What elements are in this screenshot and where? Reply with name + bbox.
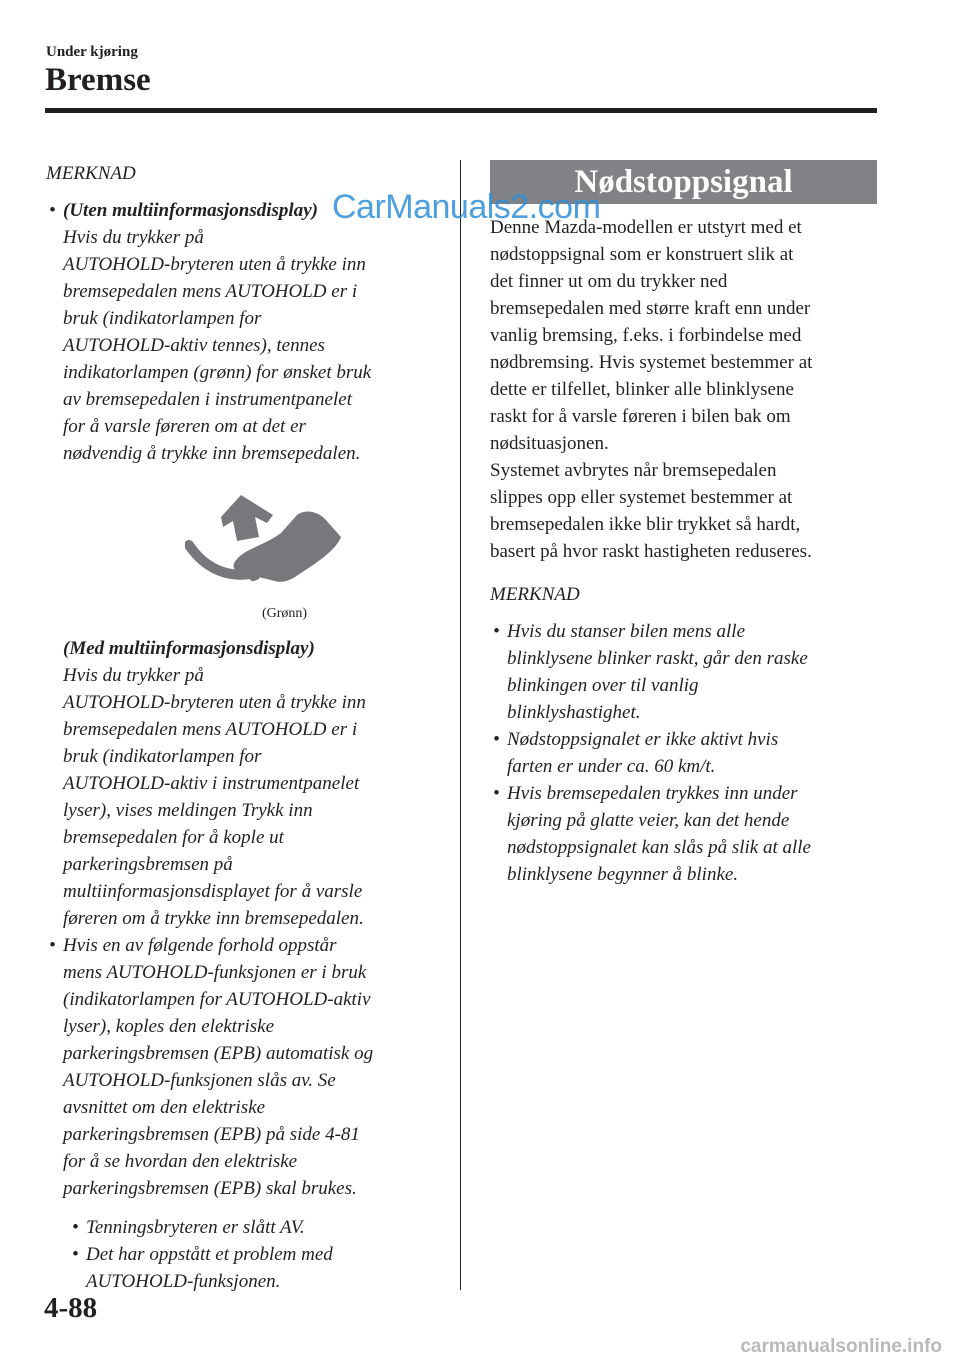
text-line: nødstoppsignal som er konstruert slik at xyxy=(490,244,794,265)
text-line: lyser), koples den elektriske xyxy=(63,1016,275,1037)
text-line: basert på hvor raskt hastigheten reduseres. xyxy=(490,541,812,562)
text-line: det finner ut om du trykker ned xyxy=(490,271,728,292)
section-label: Under kjøring xyxy=(46,44,138,60)
text-line: AUTOHOLD-funksjonen slås av. Se xyxy=(63,1070,336,1091)
text-line: blinklyshastighet. xyxy=(507,702,641,723)
text-line: bruk (indikatorlampen for xyxy=(63,308,262,329)
bullet-heading-2: (Med multiinformasjonsdisplay) xyxy=(63,638,315,659)
text-line: AUTOHOLD-bryteren uten å trykke inn xyxy=(63,254,366,275)
text-line: raskt for å varsle føreren i bilen bak om xyxy=(490,406,791,427)
text-line: (indikatorlampen for AUTOHOLD-aktiv xyxy=(63,989,371,1010)
text-line: indikatorlampen (grønn) for ønsket bruk xyxy=(63,362,372,383)
brake-pedal-foot-icon xyxy=(185,489,345,601)
note-bullet xyxy=(46,932,446,1202)
text-line: multiinformasjonsdisplayet for å varsle xyxy=(63,881,363,902)
note-title: MERKNAD xyxy=(46,163,136,184)
text-line: bruk (indikatorlampen for xyxy=(63,746,262,767)
text-line: dette er tilfellet, blinker alle blinklysene xyxy=(490,379,794,400)
text-line: av bremsepedalen i instrumentpanelet xyxy=(63,389,352,410)
text-line: Det har oppstått et problem med xyxy=(86,1244,333,1265)
text-line: Nødstoppsignalet er ikke aktivt hvis xyxy=(507,729,779,750)
bullet-dot: • xyxy=(493,729,500,750)
bullet-dot: • xyxy=(49,200,56,221)
text-line: nødstoppsignalet kan slås på slik at alle xyxy=(507,837,811,858)
figure-caption: (Grønn) xyxy=(261,606,308,621)
note-bullet xyxy=(490,726,880,780)
text-line: slippes opp eller systemet bestemmer at xyxy=(490,487,793,508)
note-bullet xyxy=(490,780,880,888)
text-line: AUTOHOLD-bryteren uten å trykke inn xyxy=(63,692,366,713)
bullet-dot: • xyxy=(493,783,500,804)
page-number: 4-88 xyxy=(44,1292,98,1324)
text-line: mens AUTOHOLD-funksjonen er i bruk xyxy=(63,962,367,983)
left-column xyxy=(46,160,446,1295)
text-line: blinklysene blinker raskt, går den raske xyxy=(507,648,808,669)
bullet-dot: • xyxy=(49,935,56,956)
section-banner: Nødstoppsignal xyxy=(490,160,877,204)
note-bullet xyxy=(490,618,880,726)
text-line: avsnittet om den elektriske xyxy=(63,1097,266,1118)
text-line: nødbremsing. Hvis systemet bestemmer at xyxy=(490,352,813,373)
right-column xyxy=(490,160,880,888)
text-line: Systemet avbrytes når bremsepedalen xyxy=(490,460,777,481)
watermark-link[interactable]: CarManuals2.com xyxy=(332,188,601,226)
text-line: Tenningsbryteren er slått AV. xyxy=(86,1217,305,1238)
sub-bullet xyxy=(46,1214,446,1241)
text-line: føreren om å trykke inn bremsepedalen. xyxy=(63,908,364,929)
note-title: MERKNAD xyxy=(490,584,580,605)
body-paragraph xyxy=(490,214,880,565)
text-line: kjøring på glatte veier, kan det hende xyxy=(507,810,790,831)
text-line: bremsepedalen med større kraft enn under xyxy=(490,298,811,319)
header-rule xyxy=(45,108,877,113)
text-line: bremsepedalen mens AUTOHOLD er i xyxy=(63,281,358,302)
text-line: lyser), vises meldingen Trykk inn xyxy=(63,800,313,821)
watermark-footer-link[interactable]: carmanualsonline.info xyxy=(740,1336,942,1357)
text-line: AUTOHOLD-funksjonen. xyxy=(86,1271,281,1292)
text-line: blinklysene begynner å blinke. xyxy=(507,864,739,885)
text-line: Hvis du stanser bilen mens alle xyxy=(507,621,746,642)
text-line: bremsepedalen for å kople ut xyxy=(63,827,284,848)
text-line: for å varsle føreren om at det er xyxy=(63,416,306,437)
column-divider xyxy=(460,160,461,1290)
text-line: Hvis en av følgende forhold oppstår xyxy=(63,935,337,956)
text-line: nødvendig å trykke inn bremsepedalen. xyxy=(63,443,361,464)
text-line: nødsituasjonen. xyxy=(490,433,609,454)
brake-pedal-figure xyxy=(63,489,446,605)
bullet-dot: • xyxy=(72,1217,79,1238)
text-line: bremsepedalen ikke blir trykket så hardt, xyxy=(490,514,801,535)
text-line: blinkingen over til vanlig xyxy=(507,675,699,696)
text-line: AUTOHOLD-aktiv i instrumentpanelet xyxy=(63,773,360,794)
bullet-text-2 xyxy=(63,662,446,932)
text-line: Denne Mazda-modellen er utstyrt med et xyxy=(490,217,802,238)
text-line: vanlig bremsing, f.eks. i forbindelse med xyxy=(490,325,802,346)
bullet-heading: (Uten multiinformasjonsdisplay) xyxy=(63,200,318,221)
text-line: Hvis du trykker på xyxy=(63,665,204,686)
note-bullet xyxy=(46,197,446,932)
text-line: for å se hvordan den elektriske xyxy=(63,1151,298,1172)
page-title: Bremse xyxy=(45,62,151,98)
text-line: parkeringsbremsen (EPB) skal brukes. xyxy=(63,1178,357,1199)
text-line: parkeringsbremsen på xyxy=(63,854,233,875)
text-line: AUTOHOLD-aktiv tennes), tennes xyxy=(63,335,325,356)
bullet-dot: • xyxy=(493,621,500,642)
sub-bullet xyxy=(46,1241,446,1295)
bullet-dot: • xyxy=(72,1244,79,1265)
text-line: farten er under ca. 60 km/t. xyxy=(507,756,716,777)
text-line: Hvis du trykker på xyxy=(63,227,204,248)
text-line: parkeringsbremsen (EPB) automatisk og xyxy=(63,1043,374,1064)
bullet-text xyxy=(63,224,446,467)
text-line: bremsepedalen mens AUTOHOLD er i xyxy=(63,719,358,740)
text-line: parkeringsbremsen (EPB) på side 4-81 xyxy=(63,1124,360,1145)
text-line: Hvis bremsepedalen trykkes inn under xyxy=(507,783,798,804)
